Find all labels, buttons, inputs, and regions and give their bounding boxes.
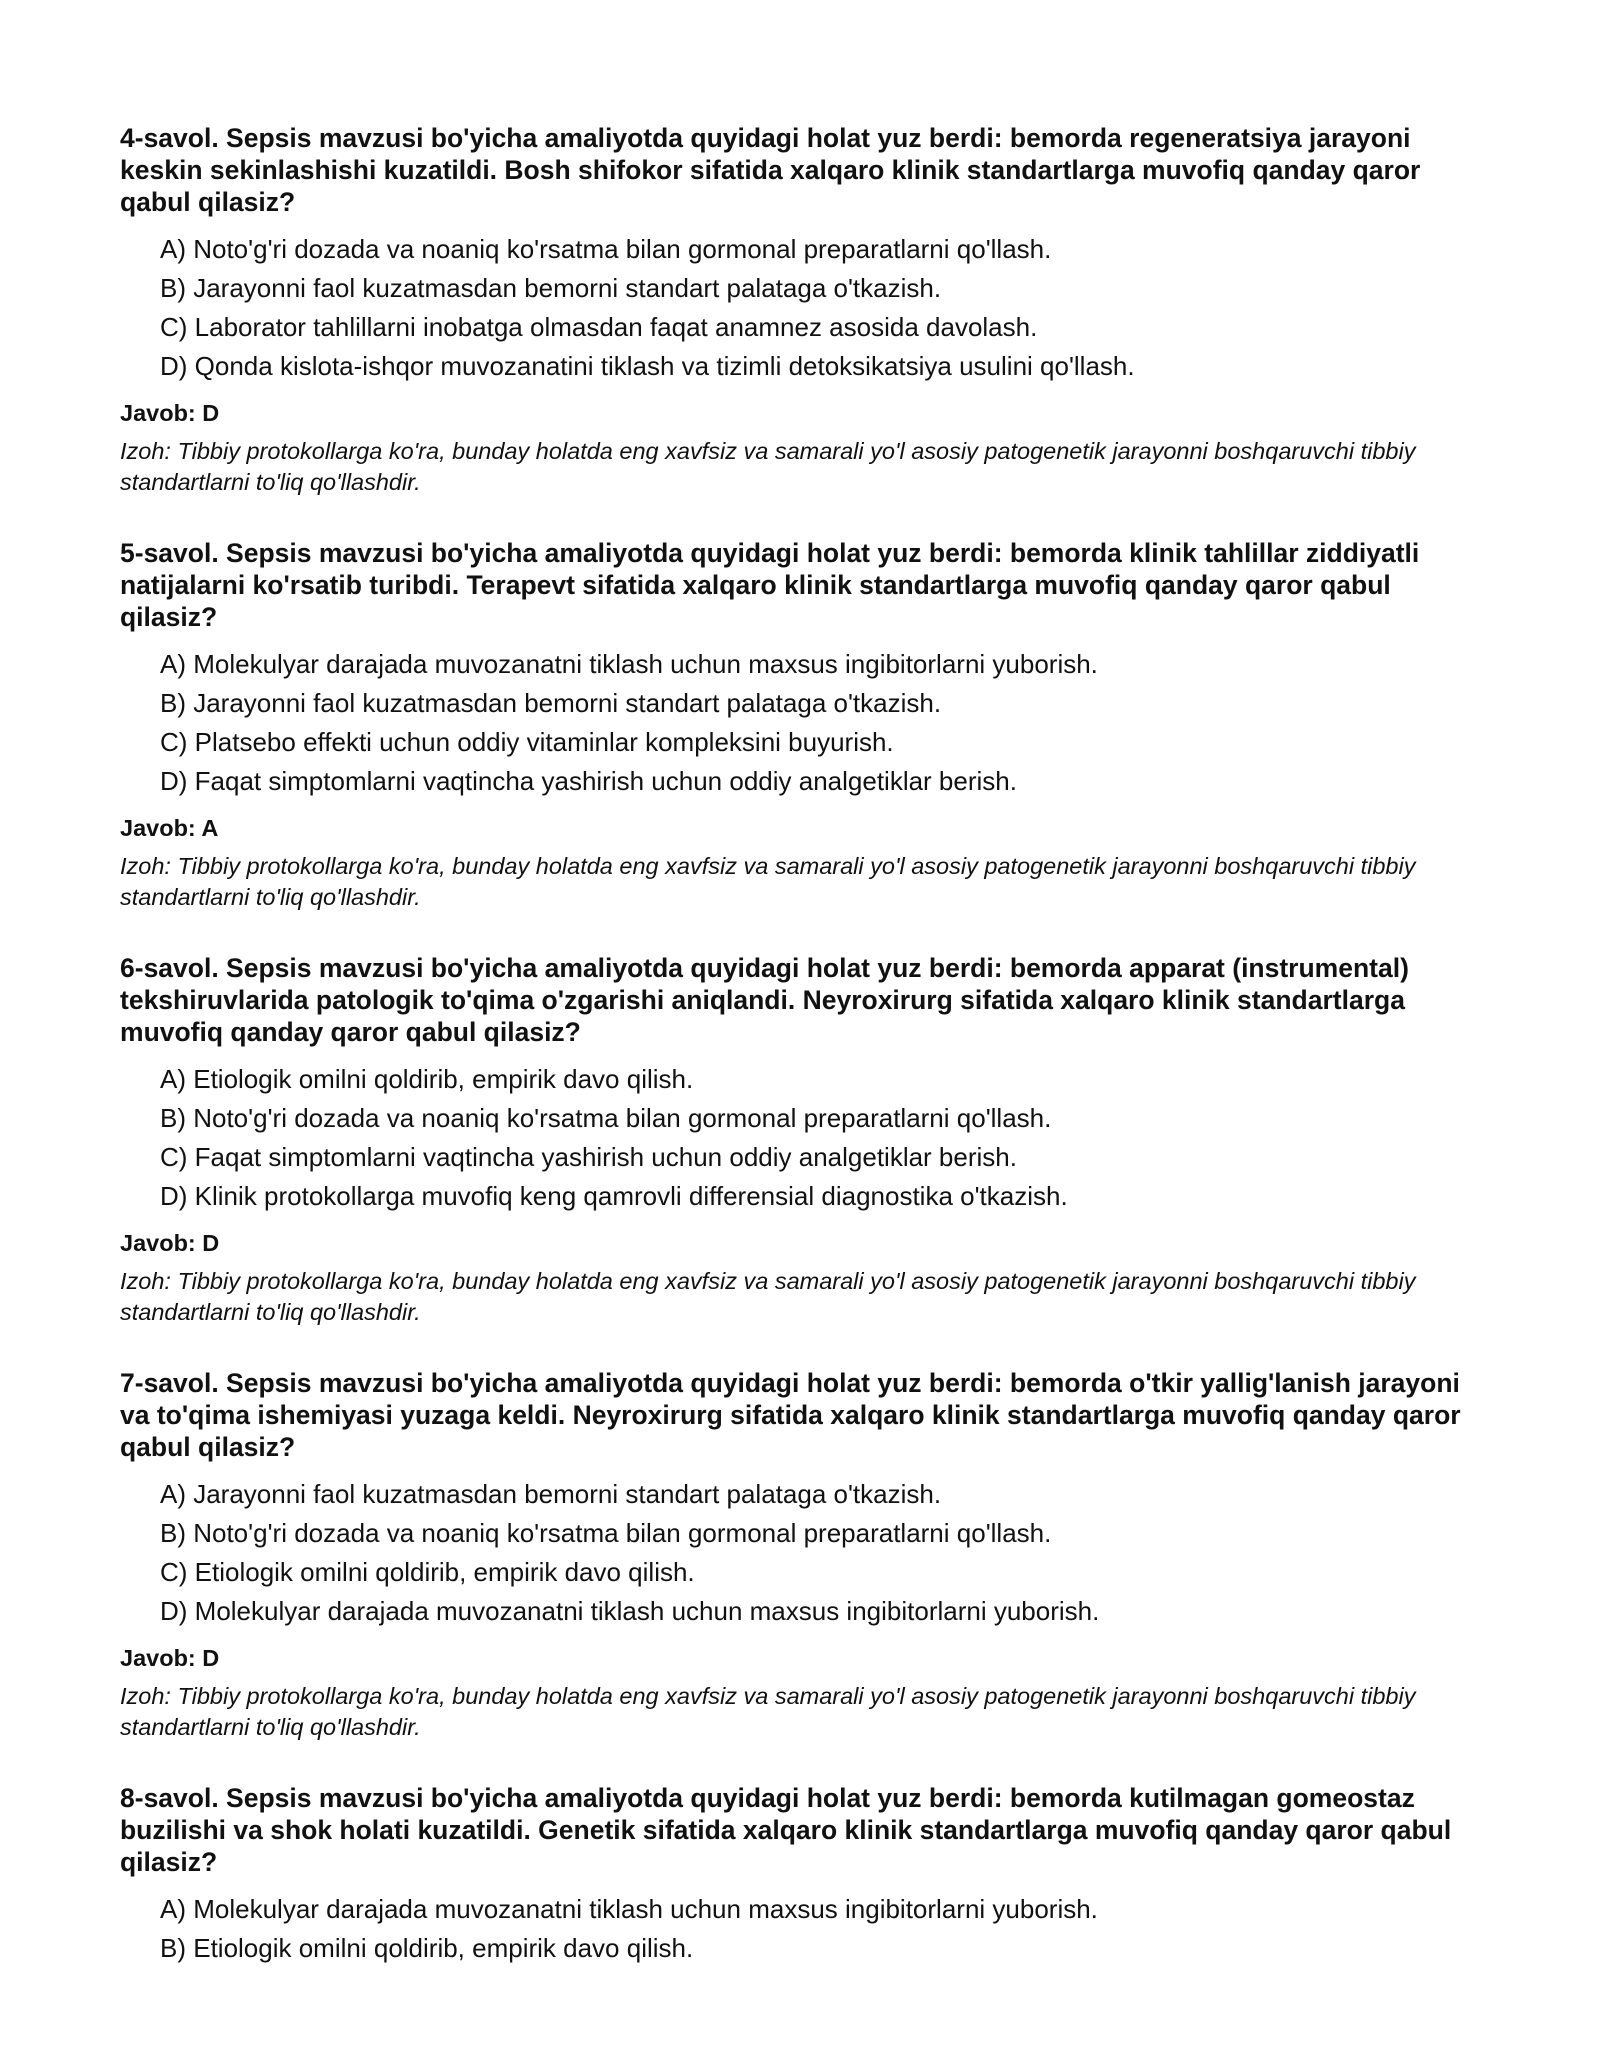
question-7 <box>120 1367 1480 1743</box>
option-c: C) Faqat simptomlarni vaqtincha yashirish uchun oddiy analgetiklar berish. <box>160 1142 1017 1172</box>
question-4 <box>120 122 1480 498</box>
option-c: C) Platsebo effekti uchun oddiy vitaminlar kompleksini buyurish. <box>160 727 894 757</box>
question-5 <box>120 537 1480 913</box>
options-list <box>120 1060 1480 1216</box>
option-b: B) Noto'g'ri dozada va noaniq ko'rsatma bilan gormonal preparatlarni qo'llash. <box>160 1518 1052 1548</box>
answer-label: Javob: A <box>120 815 219 841</box>
option-b: B) Jarayonni faol kuzatmasdan bemorni standart palataga o'tkazish. <box>160 273 942 303</box>
explanation-text: Izoh: Tibbiy protokollarga ko'ra, bunday holatda eng xavfsiz va samarali yo'l asosiy patogenetik jarayonni boshqaruvchi tibbiy standartlarni to'liq qo'llashdir. <box>120 1683 1416 1740</box>
option-d: D) Molekulyar darajada muvozanatni tiklash uchun maxsus ingibitorlarni yuborish. <box>160 1596 1100 1626</box>
option-d: D) Klinik protokollarga muvofiq keng qamrovli differensial diagnostika o'tkazish. <box>160 1181 1068 1211</box>
options-list <box>120 645 1480 801</box>
option-a: A) Jarayonni faol kuzatmasdan bemorni standart palataga o'tkazish. <box>160 1479 942 1509</box>
question-6 <box>120 952 1480 1328</box>
explanation-text: Izoh: Tibbiy protokollarga ko'ra, bunday holatda eng xavfsiz va samarali yo'l asosiy patogenetik jarayonni boshqaruvchi tibbiy standartlarni to'liq qo'llashdir. <box>120 853 1416 910</box>
answer-label: Javob: D <box>120 1645 220 1671</box>
question-text: 4-savol. Sepsis mavzusi bo'yicha amaliyotda quyidagi holat yuz berdi: bemorda regeneratsiya jarayoni keskin sekinlashishi kuzatildi. Bosh shifokor sifatida xalqaro klinik standartlarga muvofiq qanday qaror qabul qilasiz? <box>120 123 1421 217</box>
option-c: C) Etiologik omilni qoldirib, empirik davo qilish. <box>160 1557 695 1587</box>
answer-label: Javob: D <box>120 1230 220 1256</box>
option-b: B) Etiologik omilni qoldirib, empirik davo qilish. <box>160 1933 694 1963</box>
option-a: A) Molekulyar darajada muvozanatni tiklash uchun maxsus ingibitorlarni yuborish. <box>160 649 1098 679</box>
option-b: B) Noto'g'ri dozada va noaniq ko'rsatma bilan gormonal preparatlarni qo'llash. <box>160 1103 1052 1133</box>
question-text: 6-savol. Sepsis mavzusi bo'yicha amaliyotda quyidagi holat yuz berdi: bemorda apparat (instrumental) tekshiruvlarida patologik to'qima o'zgarishi aniqlandi. Neyroxirurg sifatida xalqaro klinik standartlarga muvofiq qanday qaror qabul qilasiz? <box>120 953 1409 1047</box>
question-text: 7-savol. Sepsis mavzusi bo'yicha amaliyotda quyidagi holat yuz berdi: bemorda o'tkir yallig'lanish jarayoni va to'qima ishemiyasi yuzaga keldi. Neyroxirurg sifatida xalqaro klinik standartlarga muvofiq qanday qaror qabul qilasiz? <box>120 1368 1461 1462</box>
question-text: 8-savol. Sepsis mavzusi bo'yicha amaliyotda quyidagi holat yuz berdi: bemorda kutilmagan gomeostaz buzilishi va shok holati kuzatildi. Genetik sifatida xalqaro klinik standartlarga muvofiq qanday qaror qabul qilasiz? <box>120 1783 1452 1877</box>
explanation-text: Izoh: Tibbiy protokollarga ko'ra, bunday holatda eng xavfsiz va samarali yo'l asosiy patogenetik jarayonni boshqaruvchi tibbiy standartlarni to'liq qo'llashdir. <box>120 1268 1416 1325</box>
answer-label: Javob: D <box>120 400 220 426</box>
option-d: D) Faqat simptomlarni vaqtincha yashirish uchun oddiy analgetiklar berish. <box>160 766 1017 796</box>
option-b: B) Jarayonni faol kuzatmasdan bemorni standart palataga o'tkazish. <box>160 688 942 718</box>
options-list <box>120 1890 1480 1968</box>
option-c: C) Laborator tahlillarni inobatga olmasdan faqat anamnez asosida davolash. <box>160 312 1038 342</box>
option-d: D) Qonda kislota-ishqor muvozanatini tiklash va tizimli detoksikatsiya usulini qo'llash. <box>160 351 1135 381</box>
question-text: 5-savol. Sepsis mavzusi bo'yicha amaliyotda quyidagi holat yuz berdi: bemorda klinik tahlillar ziddiyatli natijalarni ko'rsatib turibdi. Terapevt sifatida xalqaro klinik standartlarga muvofiq qanday qaror qabul qilasiz? <box>120 538 1420 632</box>
option-a: A) Molekulyar darajada muvozanatni tiklash uchun maxsus ingibitorlarni yuborish. <box>160 1894 1098 1924</box>
options-list <box>120 230 1480 386</box>
question-8 <box>120 1782 1480 1968</box>
option-a: A) Noto'g'ri dozada va noaniq ko'rsatma bilan gormonal preparatlarni qo'llash. <box>160 234 1052 264</box>
explanation-text: Izoh: Tibbiy protokollarga ko'ra, bunday holatda eng xavfsiz va samarali yo'l asosiy patogenetik jarayonni boshqaruvchi tibbiy standartlarni to'liq qo'llashdir. <box>120 438 1416 495</box>
option-a: A) Etiologik omilni qoldirib, empirik davo qilish. <box>160 1064 694 1094</box>
options-list <box>120 1475 1480 1631</box>
document-page <box>120 122 1480 2007</box>
